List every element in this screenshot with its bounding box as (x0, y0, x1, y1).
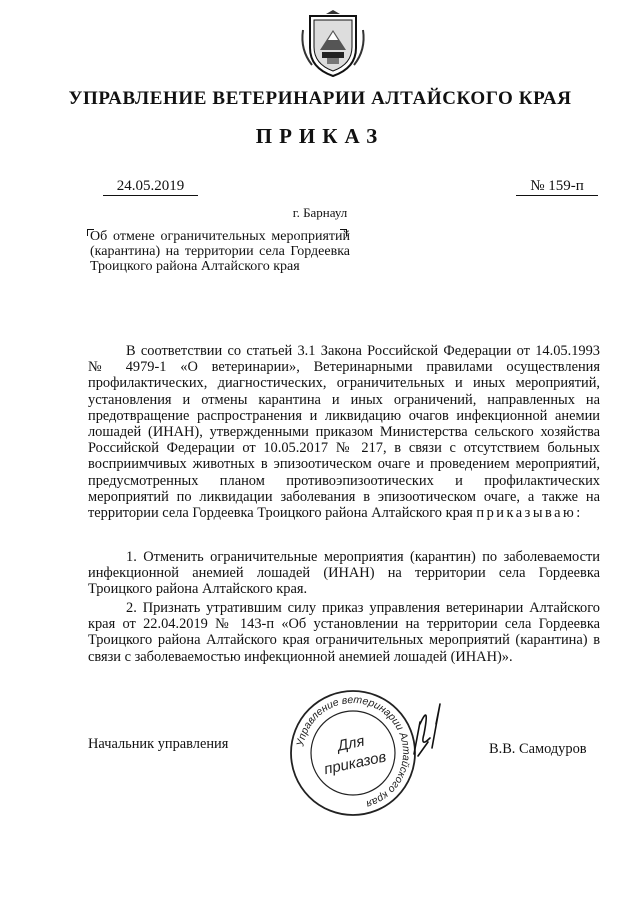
document-type-title: ПРИКАЗ (255, 124, 385, 148)
order-subject: Об отмене ограничительных мероприятий (карантина) на территории села Гордеевка Троицкого района Алтайского края (90, 229, 350, 274)
signatory-name: В.В. Самодуров (489, 741, 587, 757)
order-date: 24.05.2019 (103, 178, 198, 196)
official-seal-stamp (288, 688, 418, 818)
order-item-2: 2. Признать утратившим силу приказ управления ветеринарии Алтайского края от 22.04.2019 № 143-п «Об установлении на территории села Гордеевка Троицкого района Алтайского края ограничительных мероприятий (карантина) в связи с заболеваемостью инфекционной анемией лошадей (ИНАН)». (88, 600, 600, 665)
order-keyword: приказываю: (476, 505, 583, 522)
seal-center-line-2: приказов (322, 748, 388, 779)
order-item-1: 1. Отменить ограничительные мероприятия (карантин) по заболеваемости инфекционной анемией лошадей (ИНАН) на территории села Гордеевка Троицкого района Алтайского края. (88, 549, 600, 598)
preamble-text: В соответствии со статьей 3.1 Закона Российской Федерации от 14.05.1993 № 4979-1 «О ветеринарии», Ветеринарными правилами осуществления профилактических, диагностических, ограничительных и иных мероприятий, установления и отмены карантина и иных ограничений, направленных на предотвращение распространения и ликвидацию очагов инфекционной анемии лошадей (ИНАН), утвержденными приказом Министерства сельского хозяйства Российской Федерации от 10.05.2017 № 217, в связи с отсутствием больных восприимчивых животных в эпизоотическом очаге и проведением мероприятий, предусмотренных планом противоэпизоотических и профилактических мероприятий по ликвидации заболевания в эпизоотическом очаге, а также на территории села Гордеевка Троицкого района Алтайского края (88, 343, 600, 522)
organization-name: УПРАВЛЕНИЕ ВЕТЕРИНАРИИ АЛТАЙСКОГО КРАЯ (68, 88, 572, 109)
handwritten-signature (410, 698, 446, 760)
seal-ring-text: Управление ветеринарии Алтайского края (294, 693, 413, 811)
signatory-position: Начальник управления (88, 736, 229, 752)
coat-of-arms-emblem (298, 10, 368, 78)
place-of-issue: г. Барнаул (292, 205, 348, 220)
preamble-paragraph (88, 343, 600, 521)
order-number: № 159-п (516, 178, 598, 196)
seal-center-line-1: Для (336, 732, 367, 755)
